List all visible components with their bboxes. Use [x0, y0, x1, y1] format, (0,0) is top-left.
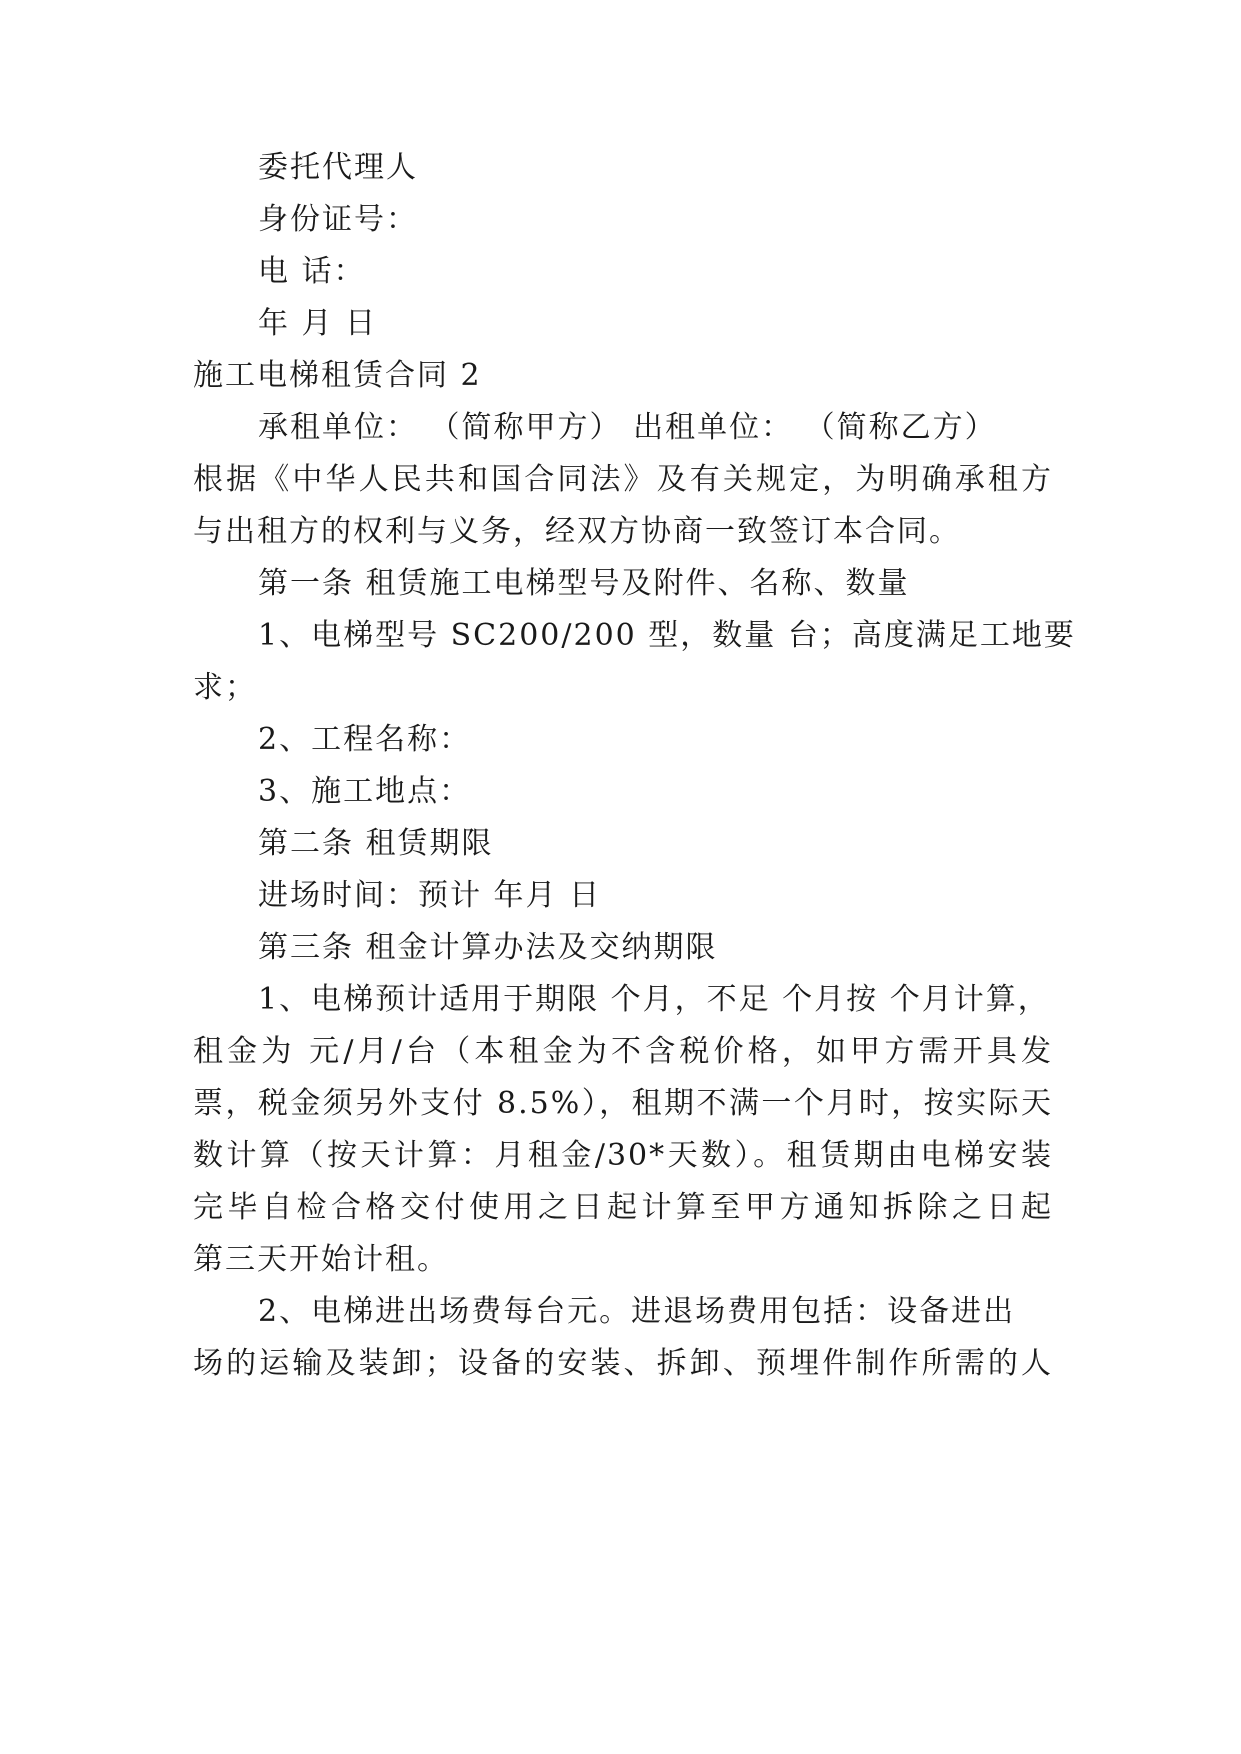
text-line-rent-3: 票，税金须另外支付 8.5%），租期不满一个月时，按实际天 [193, 1086, 1053, 1121]
text-line-agent: 委托代理人 [258, 150, 418, 185]
text-line-entry-fee-1: 2、电梯进出场费每台元。进退场费用包括：设备进出 [258, 1294, 1016, 1329]
article-2-heading: 第二条 租赁期限 [258, 826, 494, 861]
text-line-site-location: 3、施工地点： [258, 774, 472, 809]
text-line-basis-1: 根据《中华人民共和国合同法》及有关规定，为明确承租方 [193, 462, 1053, 497]
text-line-entry-fee-2: 场的运输及装卸；设备的安装、拆卸、预埋件制作所需的人 [193, 1346, 1053, 1381]
article-1-heading: 第一条 租赁施工电梯型号及附件、名称、数量 [258, 566, 910, 601]
article-3-heading: 第三条 租金计算办法及交纳期限 [258, 930, 718, 965]
text-line-id-number: 身份证号： [258, 202, 418, 237]
text-line-rent-2: 租金为 元/月/台（本租金为不含税价格，如甲方需开具发 [193, 1034, 1053, 1069]
text-line-parties: 承租单位： （简称甲方） 出租单位： （简称乙方） [258, 410, 997, 445]
text-line-phone: 电 话： [258, 254, 366, 289]
text-line-date: 年 月 日 [258, 306, 378, 341]
contract-title: 施工电梯租赁合同 2 [193, 358, 482, 393]
text-line-project-name: 2、工程名称： [258, 722, 472, 757]
text-line-entry-time: 进场时间：预计 年月 日 [258, 878, 602, 913]
text-line-elevator-model: 1、电梯型号 SC200/200 型，数量 台；高度满足工地要 [258, 618, 1076, 653]
text-line-rent-5: 完毕自检合格交付使用之日起计算至甲方通知拆除之日起 [193, 1190, 1053, 1225]
text-line-rent-6: 第三天开始计租。 [193, 1242, 449, 1277]
text-line-basis-2: 与出租方的权利与义务，经双方协商一致签订本合同。 [193, 514, 961, 549]
text-line-elevator-model-cont: 求； [193, 670, 257, 705]
text-line-rent-4: 数计算（按天计算：月租金/30*天数）。租赁期由电梯安装 [193, 1138, 1053, 1173]
text-line-rent-1: 1、电梯预计适用于期限 个月，不足 个月按 个月计算， [258, 982, 1050, 1017]
